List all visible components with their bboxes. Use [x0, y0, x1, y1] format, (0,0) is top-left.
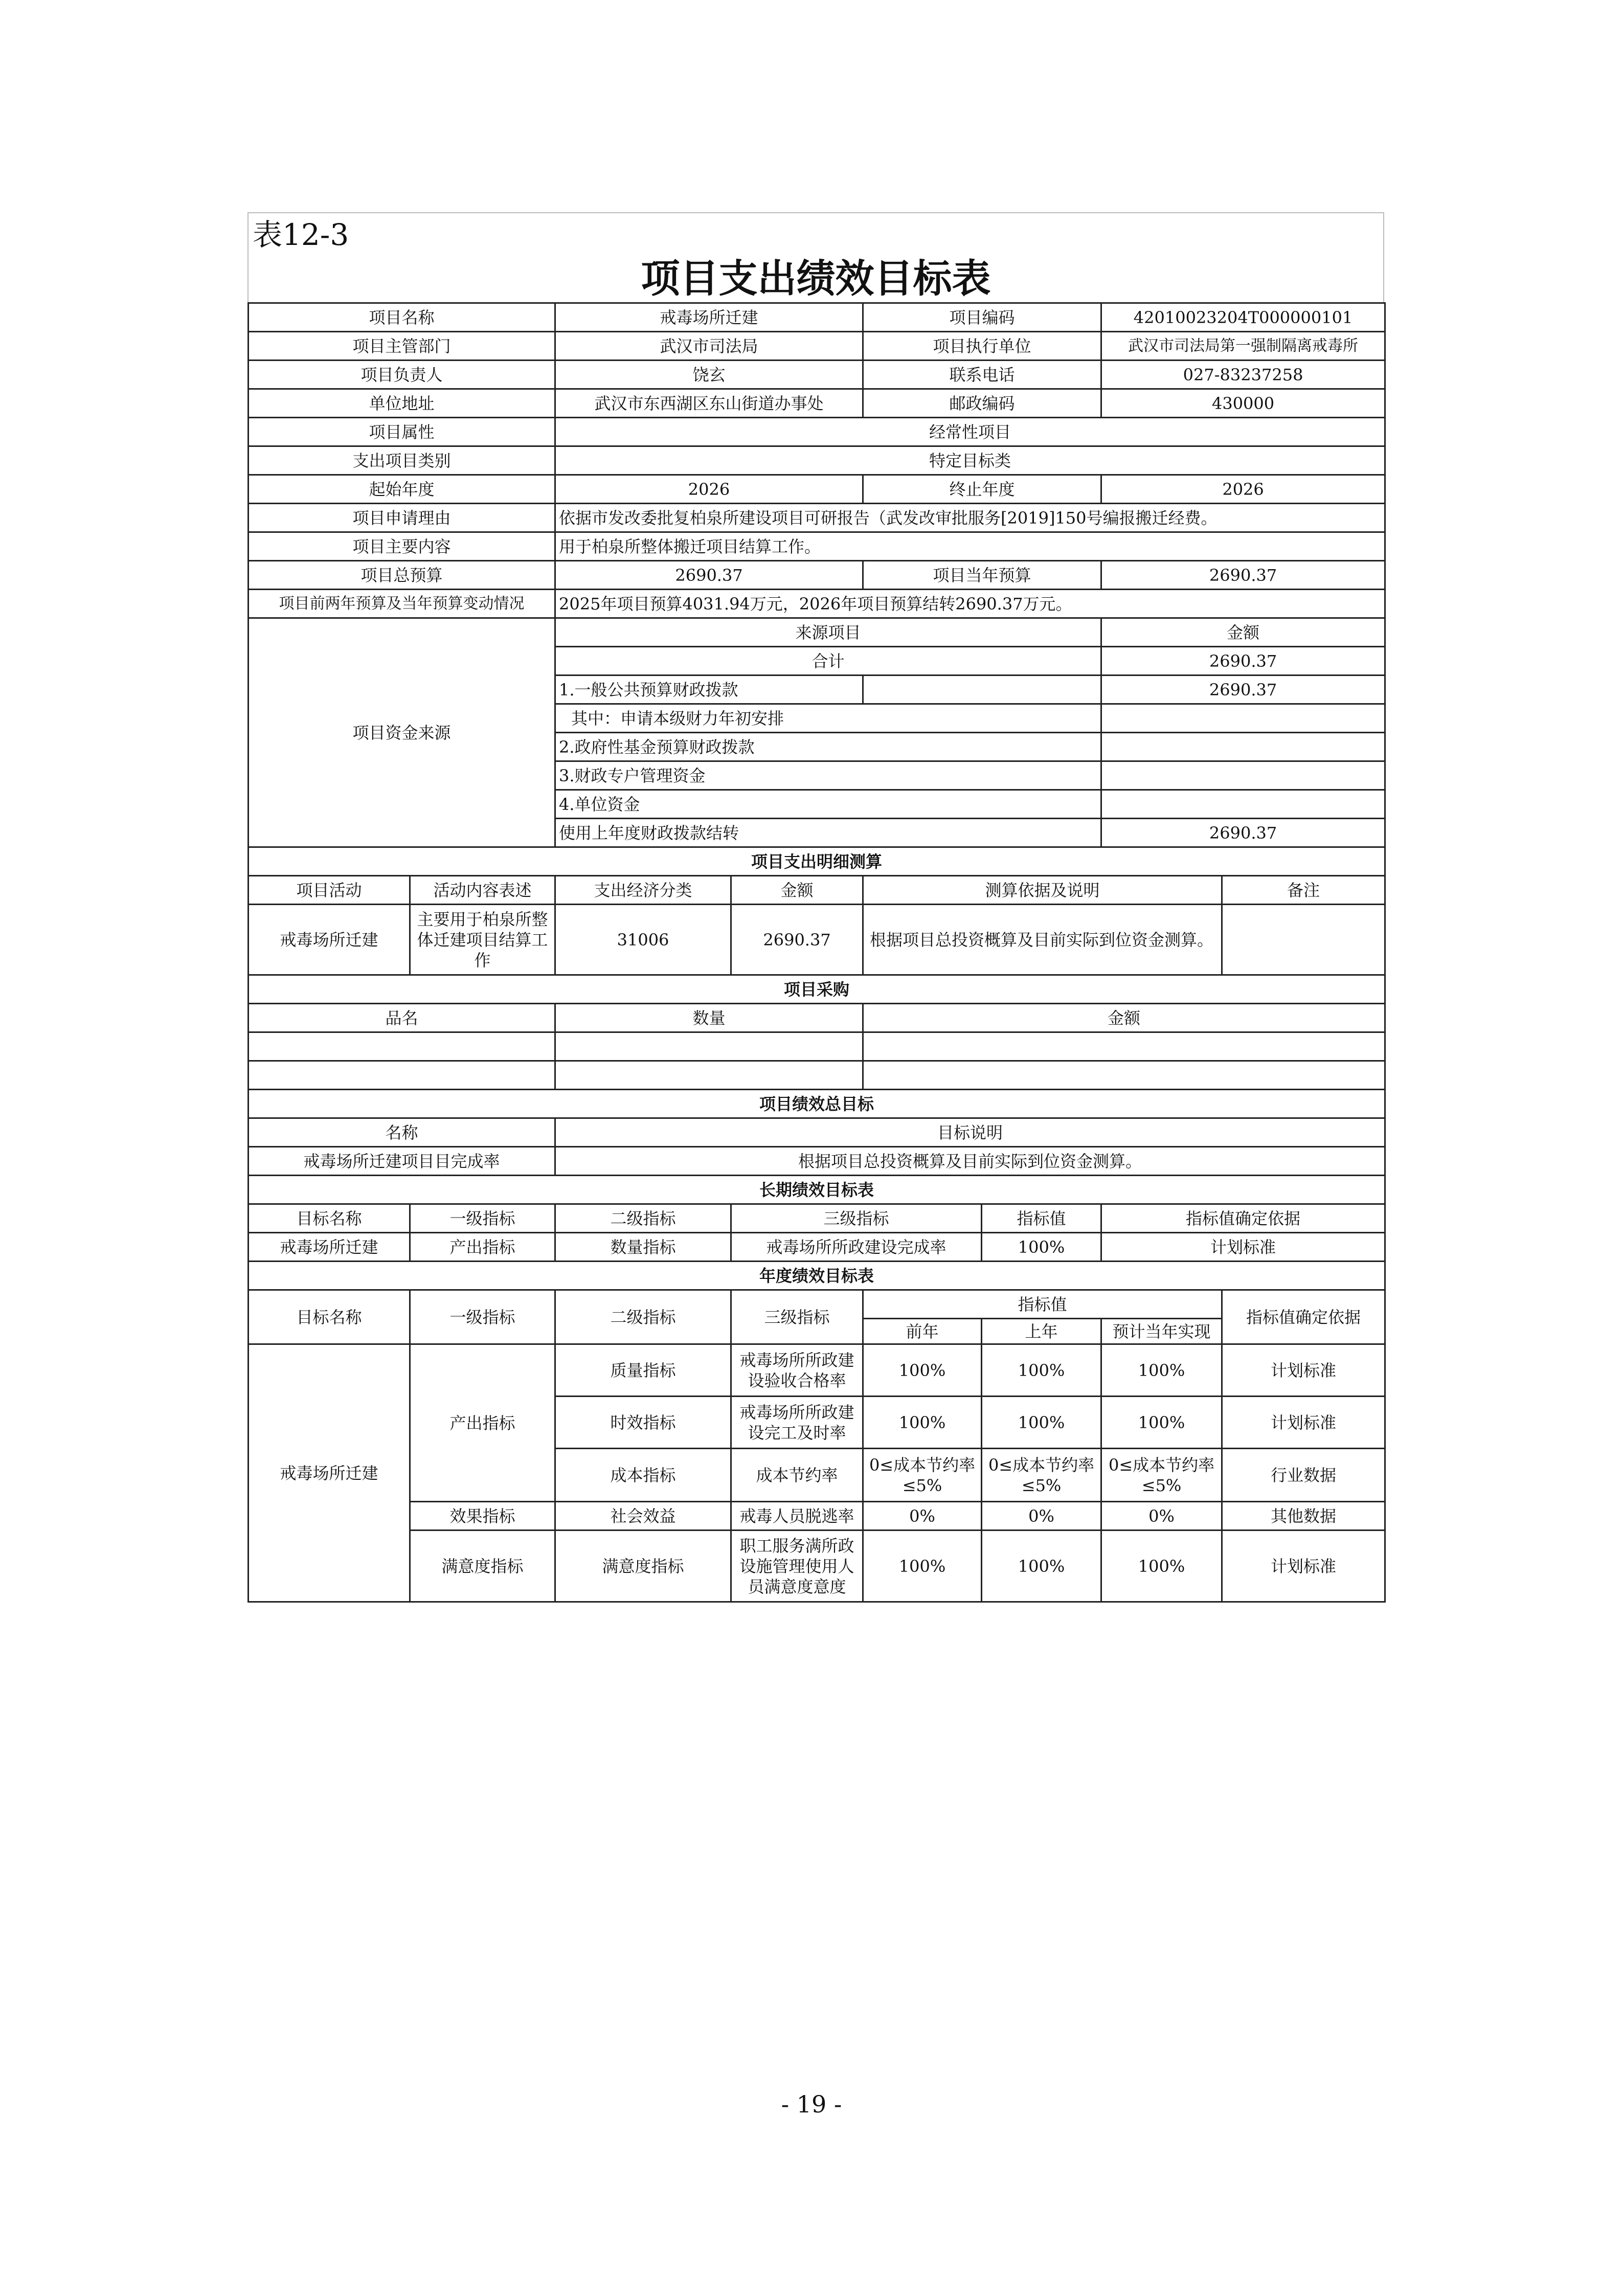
row-dept — [249, 332, 1385, 361]
detail-header: 项目活动 — [249, 876, 410, 905]
annual-l3: 成本节约率 — [731, 1449, 863, 1502]
funds-amount — [1101, 733, 1385, 761]
address-value: 武汉市东西湖区东山街道办事处 — [555, 389, 863, 418]
row-lead — [249, 361, 1385, 389]
row-annual-section — [249, 1262, 1385, 1290]
category-label: 支出项目类别 — [249, 446, 555, 475]
funds-amount — [1101, 761, 1385, 790]
annual-l2: 质量指标 — [555, 1344, 731, 1397]
row-budget — [249, 561, 1385, 590]
funds-source: 3.财政专户管理资金 — [555, 761, 1101, 790]
detail-econ: 31006 — [555, 905, 731, 975]
annual-header-last: 上年 — [982, 1319, 1101, 1344]
attr-value: 经常性项目 — [555, 418, 1385, 446]
purchase-cell — [249, 1061, 555, 1090]
detail-note — [1222, 905, 1385, 975]
long-header: 一级指标 — [410, 1204, 555, 1233]
start-year-value: 2026 — [555, 475, 863, 504]
detail-section-title: 项目支出明细测算 — [249, 847, 1385, 876]
long-cell: 戒毒场所迁建 — [249, 1233, 410, 1262]
long-header: 目标名称 — [249, 1204, 410, 1233]
purchase-cell — [249, 1032, 555, 1061]
row-annual-headers — [249, 1290, 1385, 1319]
project-code-label: 项目编码 — [863, 303, 1101, 332]
annual-l3: 戒毒场所所政建设完工及时率 — [731, 1397, 863, 1449]
funds-source: 其中：申请本级财力年初安排 — [555, 704, 1101, 733]
purchase-cell — [863, 1061, 1385, 1090]
lead-value: 饶玄 — [555, 361, 863, 389]
purchase-row — [249, 1032, 1385, 1061]
annual-expect: 0% — [1101, 1502, 1222, 1530]
content-label: 项目主要内容 — [249, 532, 555, 561]
purchase-cell — [863, 1032, 1385, 1061]
funds-source: 2.政府性基金预算财政拨款 — [555, 733, 1101, 761]
annual-l3: 戒毒场所所政建设验收合格率 — [731, 1344, 863, 1397]
performance-table — [247, 302, 1386, 1603]
row-address — [249, 389, 1385, 418]
row-attr — [249, 418, 1385, 446]
long-term-section-title: 长期绩效目标表 — [249, 1176, 1385, 1204]
annual-header-expect: 预计当年实现 — [1101, 1319, 1222, 1344]
annual-l3: 戒毒人员脱逃率 — [731, 1502, 863, 1530]
long-cell: 戒毒场所所政建设完成率 — [731, 1233, 982, 1262]
exec-unit-label: 项目执行单位 — [863, 332, 1101, 361]
detail-header: 活动内容表述 — [410, 876, 555, 905]
phone-label: 联系电话 — [863, 361, 1101, 389]
annual-l1-satisfaction: 满意度指标 — [410, 1530, 555, 1602]
purchase-cell — [555, 1061, 863, 1090]
annual-prev: 100% — [863, 1530, 982, 1602]
funds-source: 1.一般公共预算财政拨款 — [555, 676, 863, 704]
annual-prev: 100% — [863, 1397, 982, 1449]
funds-source: 合计 — [555, 647, 1101, 676]
zip-value: 430000 — [1101, 389, 1385, 418]
annual-expect: 100% — [1101, 1344, 1222, 1397]
row-overall-headers — [249, 1118, 1385, 1147]
annual-last: 0% — [982, 1502, 1101, 1530]
funds-source: 4.单位资金 — [555, 790, 1101, 819]
overall-header-desc: 目标说明 — [555, 1118, 1385, 1147]
current-budget-label: 项目当年预算 — [863, 561, 1101, 590]
exec-unit-value: 武汉市司法局第一强制隔离戒毒所 — [1101, 332, 1385, 361]
attr-label: 项目属性 — [249, 418, 555, 446]
detail-activity: 戒毒场所迁建 — [249, 905, 410, 975]
annual-l2: 社会效益 — [555, 1502, 731, 1530]
row-overall — [249, 1147, 1385, 1176]
row-long-section — [249, 1176, 1385, 1204]
annual-goal: 戒毒场所迁建 — [249, 1344, 410, 1602]
funds-amount — [1101, 704, 1385, 733]
row-funds-header — [249, 618, 1385, 647]
total-budget-label: 项目总预算 — [249, 561, 555, 590]
row-project-name — [249, 303, 1385, 332]
detail-header: 支出经济分类 — [555, 876, 731, 905]
detail-header: 备注 — [1222, 876, 1385, 905]
long-cell: 数量指标 — [555, 1233, 731, 1262]
page-title: 项目支出绩效目标表 — [247, 255, 1384, 302]
purchase-header-amount: 金额 — [863, 1004, 1385, 1032]
annual-basis: 计划标准 — [1222, 1397, 1385, 1449]
annual-header-basis: 指标值确定依据 — [1222, 1290, 1385, 1344]
purchase-cell — [555, 1032, 863, 1061]
annual-basis: 行业数据 — [1222, 1449, 1385, 1502]
annual-l2: 满意度指标 — [555, 1530, 731, 1602]
row-reason — [249, 504, 1385, 532]
overall-desc: 根据项目总投资概算及目前实际到位资金测算。 — [555, 1147, 1385, 1176]
annual-prev: 100% — [863, 1344, 982, 1397]
long-header: 三级指标 — [731, 1204, 982, 1233]
long-cell: 计划标准 — [1101, 1233, 1385, 1262]
annual-last: 100% — [982, 1344, 1101, 1397]
table-number: 表12-3 — [247, 212, 1384, 255]
overall-section-title: 项目绩效总目标 — [249, 1090, 1385, 1118]
detail-amount: 2690.37 — [731, 905, 863, 975]
project-name-label: 项目名称 — [249, 303, 555, 332]
row-purchase-section — [249, 975, 1385, 1004]
long-cell: 100% — [982, 1233, 1101, 1262]
purchase-header-qty: 数量 — [555, 1004, 863, 1032]
annual-header-l3: 三级指标 — [731, 1290, 863, 1344]
project-code-value: 42010023204T000000101 — [1101, 303, 1385, 332]
detail-basis: 根据项目总投资概算及目前实际到位资金测算。 — [863, 905, 1222, 975]
row-long-headers — [249, 1204, 1385, 1233]
funds-label: 项目资金来源 — [249, 618, 555, 847]
project-name-value: 戒毒场所迁建 — [555, 303, 863, 332]
row-purchase-headers — [249, 1004, 1385, 1032]
phone-value: 027-83237258 — [1101, 361, 1385, 389]
overall-name: 戒毒场所迁建项目目完成率 — [249, 1147, 555, 1176]
dept-value: 武汉市司法局 — [555, 332, 863, 361]
annual-row — [249, 1344, 1385, 1397]
annual-expect: 100% — [1101, 1397, 1222, 1449]
annual-last: 0≤成本节约率≤5% — [982, 1449, 1101, 1502]
category-value: 特定目标类 — [555, 446, 1385, 475]
long-header: 二级指标 — [555, 1204, 731, 1233]
row-detail-headers — [249, 876, 1385, 905]
row-category — [249, 446, 1385, 475]
annual-basis: 计划标准 — [1222, 1530, 1385, 1602]
long-header: 指标值 — [982, 1204, 1101, 1233]
current-budget-value: 2690.37 — [1101, 561, 1385, 590]
annual-header-goal: 目标名称 — [249, 1290, 410, 1344]
funds-source-header: 来源项目 — [555, 618, 1101, 647]
annual-l1-effect: 效果指标 — [410, 1502, 555, 1530]
lead-label: 项目负责人 — [249, 361, 555, 389]
annual-prev: 0≤成本节约率≤5% — [863, 1449, 982, 1502]
annual-last: 100% — [982, 1397, 1101, 1449]
overall-header-name: 名称 — [249, 1118, 555, 1147]
detail-desc: 主要用于柏泉所整体迁建项目结算工作 — [410, 905, 555, 975]
funds-blank — [863, 676, 1101, 704]
funds-amount — [1101, 790, 1385, 819]
funds-amount: 2690.37 — [1101, 819, 1385, 847]
row-content — [249, 532, 1385, 561]
row-detail — [249, 905, 1385, 975]
annual-header-l1: 一级指标 — [410, 1290, 555, 1344]
annual-row — [249, 1502, 1385, 1530]
annual-l2: 时效指标 — [555, 1397, 731, 1449]
annual-row — [249, 1530, 1385, 1602]
purchase-header-name: 品名 — [249, 1004, 555, 1032]
annual-basis: 计划标准 — [1222, 1344, 1385, 1397]
annual-section-title: 年度绩效目标表 — [249, 1262, 1385, 1290]
detail-header: 金额 — [731, 876, 863, 905]
purchase-row — [249, 1061, 1385, 1090]
annual-header-l2: 二级指标 — [555, 1290, 731, 1344]
annual-header-prev: 前年 — [863, 1319, 982, 1344]
long-cell: 产出指标 — [410, 1233, 555, 1262]
funds-amount-header: 金额 — [1101, 618, 1385, 647]
reason-value: 依据市发改委批复柏泉所建设项目可研报告（武发改审批服务[2019]150号编报搬迁经费。 — [555, 504, 1385, 532]
document — [247, 212, 1384, 1603]
end-year-label: 终止年度 — [863, 475, 1101, 504]
annual-expect: 0≤成本节约率≤5% — [1101, 1449, 1222, 1502]
end-year-value: 2026 — [1101, 475, 1385, 504]
annual-header-value: 指标值 — [863, 1290, 1222, 1319]
page-number: - 19 - — [781, 2090, 842, 2118]
row-detail-section — [249, 847, 1385, 876]
annual-l2: 成本指标 — [555, 1449, 731, 1502]
purchase-section-title: 项目采购 — [249, 975, 1385, 1004]
detail-header: 测算依据及说明 — [863, 876, 1222, 905]
row-long — [249, 1233, 1385, 1262]
total-budget-value: 2690.37 — [555, 561, 863, 590]
start-year-label: 起始年度 — [249, 475, 555, 504]
annual-l3: 职工服务满所政设施管理使用人员满意度意度 — [731, 1530, 863, 1602]
row-overall-section — [249, 1090, 1385, 1118]
content-value: 用于柏泉所整体搬迁项目结算工作。 — [555, 532, 1385, 561]
budget-change-label: 项目前两年预算及当年预算变动情况 — [249, 590, 555, 618]
row-years — [249, 475, 1385, 504]
address-label: 单位地址 — [249, 389, 555, 418]
dept-label: 项目主管部门 — [249, 332, 555, 361]
annual-expect: 100% — [1101, 1530, 1222, 1602]
budget-change-value: 2025年项目预算4031.94万元，2026年项目预算结转2690.37万元。 — [555, 590, 1385, 618]
zip-label: 邮政编码 — [863, 389, 1101, 418]
reason-label: 项目申请理由 — [249, 504, 555, 532]
long-header: 指标值确定依据 — [1101, 1204, 1385, 1233]
row-budget-change — [249, 590, 1385, 618]
annual-basis: 其他数据 — [1222, 1502, 1385, 1530]
annual-l1-output: 产出指标 — [410, 1344, 555, 1502]
annual-last: 100% — [982, 1530, 1101, 1602]
funds-amount: 2690.37 — [1101, 676, 1385, 704]
funds-amount: 2690.37 — [1101, 647, 1385, 676]
annual-prev: 0% — [863, 1502, 982, 1530]
funds-source: 使用上年度财政拨款结转 — [555, 819, 1101, 847]
